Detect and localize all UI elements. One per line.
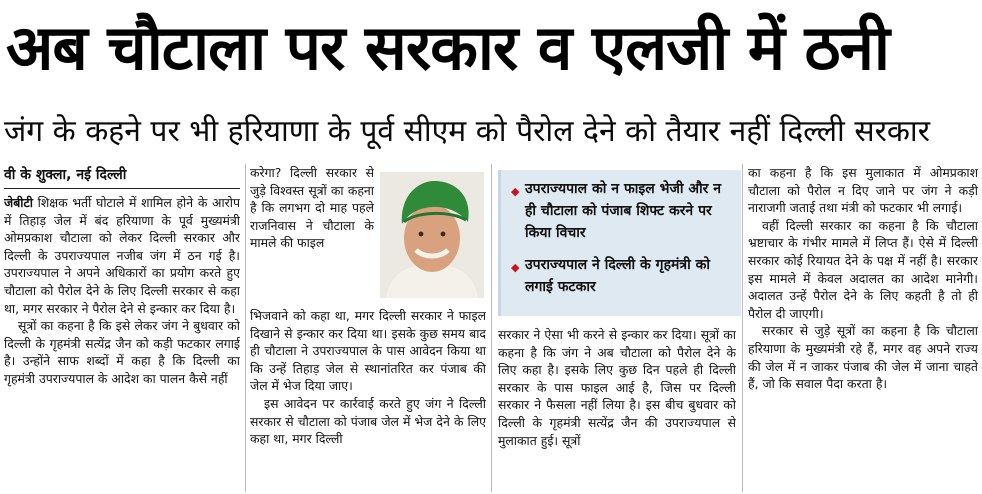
highlight-box [498,170,741,316]
paragraph-text: शिक्षक भर्ती घोटाले में शामिल होने के आरोप में तिहाड़ जेल में बंद हरियाणा के पूर्व मुख्यमंत्री ओमप्रकाश चौटाला को लेकर दिल्ली सरकार और दिल्ली के उपराज्यपाल नजीब जंग में ठन गई है। उपराज्यपाल ने अपने अधिकारों का प्रयोग करते हुए चौटाला को पैरोल देने के लिए दिल्ली सरकार से कहा था, मगर सरकार ने पैरोल देने से इन्कार कर दिया है। [4,195,240,316]
paragraph: सरकार से जुड़े सूत्रों का कहना है कि चौटाला हरियाणा के मुख्यमंत्री रहे हैं, मगर वह अपने राज्य की जेल में न जाकर पंजाब की जेल में जाना चाहते हैं, जो कि सवाल पैदा करता है। [748,323,978,392]
column-divider [491,164,492,492]
highlight-item [511,254,735,298]
paragraph: करेगा? दिल्ली सरकार से जुड़े विश्वस्त सूत्रों का कहना है कि लगभग दो माह पहले राजनिवास ने चौटाला के मामले की फाइल [250,165,374,251]
highlight-text: उपराज्यपाल को न फाइल भेजी और न ही चौटाला को पंजाब शिफ्ट करने पर किया विचार [525,181,722,241]
paragraph: वहीं दिल्ली सरकार का कहना है कि चौटाला भ्रष्टाचार के गंभीर मामले में लिप्त हैं। ऐसे में दिल्ली सरकार कोई रियायत देने के पक्ष में नहीं है। सरकार इस मामले में केवल अदालत का आदेश मानेगी। अदालत उन्हें पैरोल देने के लिए कहती है तो ही पैरोल दी जाएगी। [748,217,978,321]
diamond-bullet-icon: ◆ [511,185,520,198]
paragraph [4,194,240,317]
article-column-2-top [250,164,374,306]
lead-word: जेबीटी [4,195,33,210]
diamond-bullet-icon: ◆ [511,261,520,274]
highlight-text: उपराज्यपाल ने दिल्ली के गृहमंत्री को लगाई फटकार [525,257,710,295]
article-column-2-bottom [250,307,486,490]
column-divider [742,164,743,492]
highlight-item [511,178,735,244]
byline: वी के शुक्ला, नई दिल्ली [4,164,240,189]
subheadline: जंग के कहने पर भी हरियाणा के पूर्व सीएम को पैरोल देने को तैयार नहीं दिल्ली सरकार [4,114,930,149]
paragraph: सूत्रों का कहना है कि इसे लेकर जंग ने बुधवार को दिल्ली के गृहमंत्री सत्येंद्र जैन को कड़ी फटकार लगाई है। उन्होंने साफ शब्दों में कहा है कि दिल्ली का गृहमंत्री उपराज्यपाल के आदेश का पालन कैसे नहीं [4,318,240,386]
portrait-photo [380,172,484,298]
portrait-illustration [380,172,484,298]
paragraph: इस आवेदन पर कार्रवाई करते हुए जंग ने दिल्ली सरकार से चौटाला को पंजाब जेल में भेज देने के लिए कहा था, मगर दिल्ली [250,395,486,447]
paragraph: का कहना है कि इस मुलाकात में ओमप्रकाश चौटाला को पैरोल न दिए जाने पर जंग ने कड़ी नाराजगी जताई तथा मंत्री को फटकार भी लगाई। [748,165,978,216]
article-column-4 [748,164,978,490]
article-column-3 [498,326,736,490]
paragraph: सरकार ने ऐसा भी करने से इन्कार कर दिया। सूत्रों का कहना है कि जंग ने अब चौटाला को पैरोल देने के लिए कहा है। इसके लिए कुछ दिन पहले ही दिल्ली सरकार के पास फाइल आई है, जिस पर दिल्ली सरकार ने फैसला नहीं लिया है। इस बीच बुधवार को दिल्ली के गृहमंत्री सत्येंद्र जैन की उपराज्यपाल से मुलाकात हुई। सूत्रों [498,327,736,448]
paragraph: भिजवाने को कहा था, मगर दिल्ली सरकार ने फाइल दिखाने से इन्कार कर दिया था। इसके कुछ समय बाद ही चौटाला ने उपराज्यपाल के पास आवेदन किया था कि उन्हें तिहाड़ जेल से स्थानांतरित कर पंजाब की जेल में भेज दिया जाए। [250,308,486,394]
article-column-1 [4,194,240,490]
headline: अब चौटाला पर सरकार व एलजी में ठनी [6,11,889,84]
column-divider [245,164,246,492]
